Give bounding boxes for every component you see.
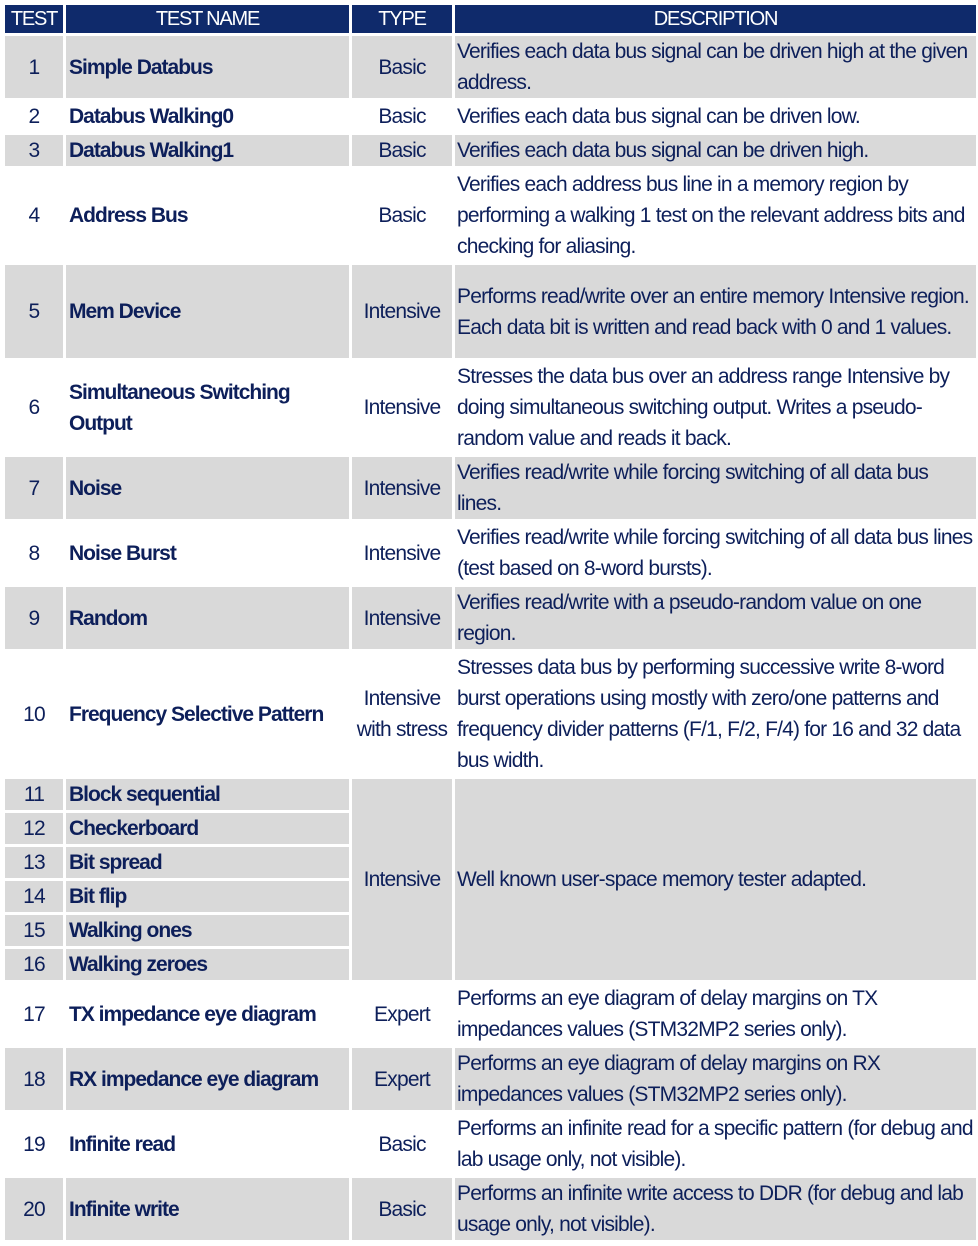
- test-name: Bit flip: [66, 881, 349, 912]
- test-type: Expert: [352, 983, 452, 1045]
- test-name: Infinite read: [66, 1113, 349, 1175]
- test-name: RX impedance eye diagram: [66, 1048, 349, 1110]
- test-type: Intensive: [352, 361, 452, 454]
- test-description: Stresses data bus by performing successive write 8-word burst operations using mostly with zero/one patterns and frequency divider patterns (F/1, F/2, F/4) for 16 and 32 data bus width.: [455, 652, 976, 776]
- table-row: [5, 652, 976, 776]
- test-name: Frequency Selective Pattern: [66, 652, 349, 776]
- test-type: Intensive: [352, 522, 452, 584]
- test-number: 18: [5, 1048, 63, 1110]
- table-row: [5, 779, 976, 810]
- test-type: Basic: [352, 1113, 452, 1175]
- test-name: Walking zeroes: [66, 949, 349, 980]
- ddr-test-table: [2, 2, 978, 1243]
- table-row: [5, 101, 976, 132]
- test-type: Expert: [352, 1048, 452, 1110]
- header-test-name: TEST NAME: [66, 5, 349, 33]
- test-name: Noise Burst: [66, 522, 349, 584]
- table-row: [5, 135, 976, 166]
- test-number: 14: [5, 881, 63, 912]
- test-name: TX impedance eye diagram: [66, 983, 349, 1045]
- test-number: 5: [5, 265, 63, 358]
- test-name: Block sequential: [66, 779, 349, 810]
- test-number: 19: [5, 1113, 63, 1175]
- test-number: 6: [5, 361, 63, 454]
- test-type: Basic: [352, 101, 452, 132]
- test-name: Checkerboard: [66, 813, 349, 844]
- test-description: Verifies read/write while forcing switching of all data bus lines (test based on 8-word bursts).: [455, 522, 976, 584]
- table-row: [5, 522, 976, 584]
- test-name: Walking ones: [66, 915, 349, 946]
- header-test: TEST: [5, 5, 63, 33]
- table-header-row: [5, 5, 976, 33]
- test-description: Verifies each data bus signal can be driven high at the given address.: [455, 36, 976, 98]
- test-number: 1: [5, 36, 63, 98]
- table-row: [5, 36, 976, 98]
- test-description: Verifies each address bus line in a memory region by performing a walking 1 test on the relevant address bits and checking for aliasing.: [455, 169, 976, 262]
- table-row: [5, 457, 976, 519]
- test-number: 4: [5, 169, 63, 262]
- test-description: Stresses the data bus over an address range Intensive by doing simultaneous switching output. Writes a pseudo-random value and reads it back.: [455, 361, 976, 454]
- table-row: [5, 983, 976, 1045]
- test-name: Random: [66, 587, 349, 649]
- table-row: [5, 169, 976, 262]
- test-type: Basic: [352, 169, 452, 262]
- header-type: TYPE: [352, 5, 452, 33]
- test-type: Intensive: [352, 265, 452, 358]
- test-type: Basic: [352, 135, 452, 166]
- test-description: Performs an infinite read for a specific pattern (for debug and lab usage only, not visible).: [455, 1113, 976, 1175]
- test-description: Verifies each data bus signal can be driven low.: [455, 101, 976, 132]
- table-row: [5, 587, 976, 649]
- test-number: 11: [5, 779, 63, 810]
- test-number: 17: [5, 983, 63, 1045]
- test-number: 9: [5, 587, 63, 649]
- test-type: Intensive: [352, 779, 452, 980]
- test-type: Basic: [352, 1178, 452, 1240]
- test-name: Mem Device: [66, 265, 349, 358]
- test-name: Noise: [66, 457, 349, 519]
- test-description: Well known user-space memory tester adapted.: [455, 779, 976, 980]
- test-name: Databus Walking1: [66, 135, 349, 166]
- test-type: Intensive: [352, 457, 452, 519]
- test-description: Performs an eye diagram of delay margins on TX impedances values (STM32MP2 series only).: [455, 983, 976, 1045]
- test-description: Performs an eye diagram of delay margins on RX impedances values (STM32MP2 series only).: [455, 1048, 976, 1110]
- test-type: Intensive with stress: [352, 652, 452, 776]
- test-number: 3: [5, 135, 63, 166]
- table-row: [5, 1048, 976, 1110]
- test-number: 2: [5, 101, 63, 132]
- test-type: Basic: [352, 36, 452, 98]
- test-description: Verifies read/write while forcing switching of all data bus lines.: [455, 457, 976, 519]
- test-number: 10: [5, 652, 63, 776]
- test-table-container: [2, 2, 976, 1243]
- test-number: 12: [5, 813, 63, 844]
- test-number: 8: [5, 522, 63, 584]
- test-name: Bit spread: [66, 847, 349, 878]
- table-row: [5, 1113, 976, 1175]
- test-name: Simultaneous Switching Output: [66, 361, 349, 454]
- test-number: 15: [5, 915, 63, 946]
- test-name: Simple Databus: [66, 36, 349, 98]
- test-name: Infinite write: [66, 1178, 349, 1240]
- test-description: Verifies each data bus signal can be driven high.: [455, 135, 976, 166]
- test-number: 7: [5, 457, 63, 519]
- test-description: Performs read/write over an entire memory Intensive region. Each data bit is written and read back with 0 and 1 values.: [455, 265, 976, 358]
- test-name: Address Bus: [66, 169, 349, 262]
- table-row: [5, 1178, 976, 1240]
- test-description: Verifies read/write with a pseudo-random value on one region.: [455, 587, 976, 649]
- test-name: Databus Walking0: [66, 101, 349, 132]
- test-number: 16: [5, 949, 63, 980]
- test-number: 13: [5, 847, 63, 878]
- test-type: Intensive: [352, 587, 452, 649]
- test-number: 20: [5, 1178, 63, 1240]
- table-row: [5, 361, 976, 454]
- test-description: Performs an infinite write access to DDR (for debug and lab usage only, not visible).: [455, 1178, 976, 1240]
- table-row: [5, 265, 976, 358]
- header-description: DESCRIPTION: [455, 5, 976, 33]
